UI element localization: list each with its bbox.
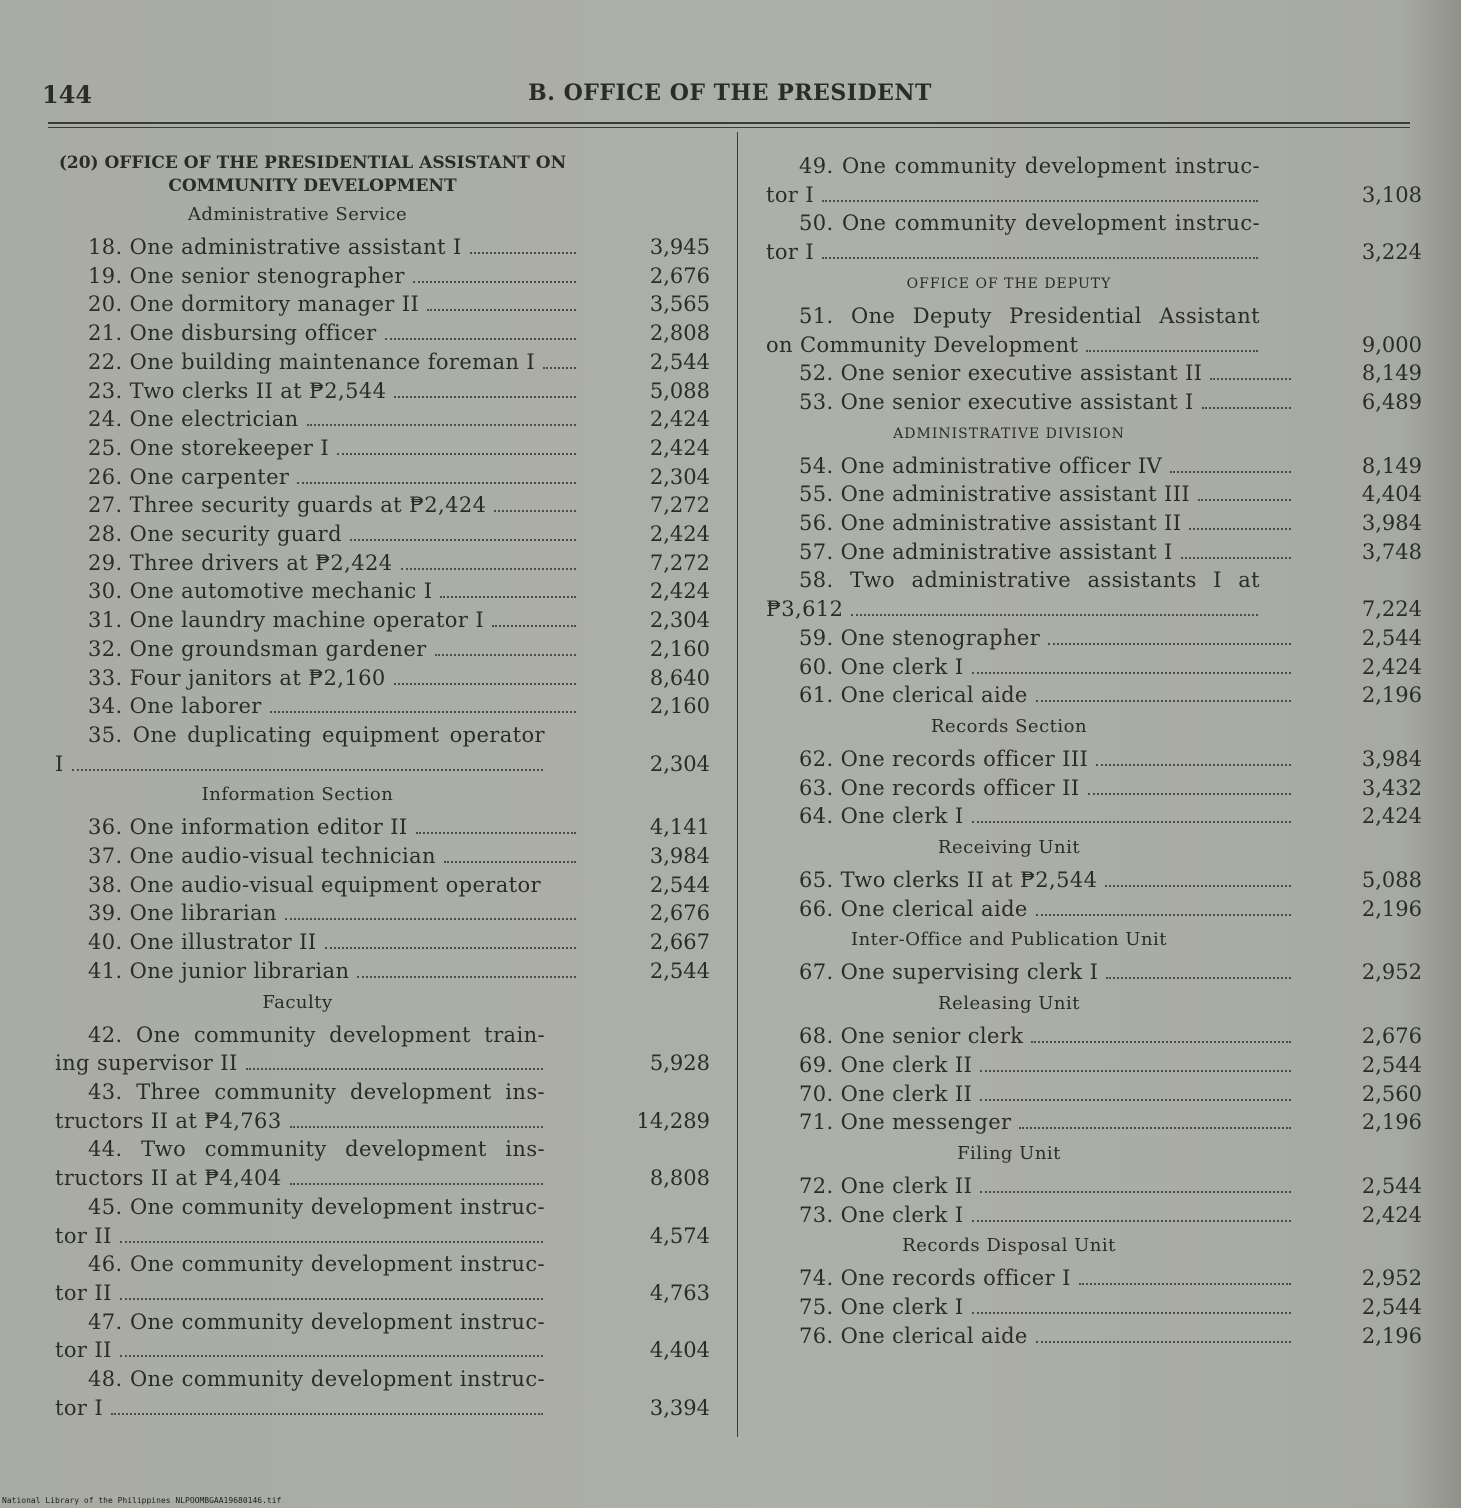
position-item (766, 802, 1422, 831)
salary-amount: 2,424 (649, 435, 710, 460)
position-text: 44. Two community development ins- (88, 1137, 545, 1162)
position-item (55, 577, 710, 606)
position-text: 41. One junior librarian (88, 958, 350, 983)
salary-amount: 2,304 (649, 751, 710, 776)
salary-amount: 3,224 (1361, 240, 1422, 265)
position-text: 62. One records officer III (799, 746, 1089, 771)
dot-leader (246, 1068, 543, 1070)
salary-amount: 2,676 (649, 901, 710, 926)
position-item (766, 538, 1422, 567)
salary-amount: 4,404 (1361, 482, 1422, 507)
salary-amount: 7,272 (649, 493, 710, 518)
dot-leader (401, 568, 576, 570)
salary-amount: 2,196 (1361, 683, 1422, 708)
section-title: Inter-Office and Publication Unit (850, 929, 1168, 951)
position-text: tor I (766, 240, 815, 265)
position-item (766, 302, 1422, 359)
dot-leader (413, 281, 576, 283)
position-text: 48. One community development instruc- (88, 1367, 545, 1392)
position-text: tor II (55, 1338, 112, 1363)
salary-amount: 2,424 (1361, 804, 1422, 829)
dot-leader (972, 821, 1291, 823)
position-item (55, 957, 710, 986)
section-title: OFFICE OF THE DEPUTY (906, 275, 1112, 292)
position-item (766, 209, 1422, 266)
salary-amount: 2,304 (649, 608, 710, 633)
position-text: 26. One carpenter (88, 464, 290, 489)
position-item (766, 1022, 1422, 1051)
position-item (766, 774, 1422, 803)
position-text: 42. One community development train- (88, 1022, 545, 1047)
salary-amount: 2,667 (649, 930, 710, 955)
dot-leader (1106, 977, 1291, 979)
dot-leader (1096, 764, 1291, 766)
dot-leader (270, 711, 576, 713)
position-item (55, 842, 710, 871)
position-text: 56. One administrative assistant II (799, 511, 1182, 536)
dot-leader (1019, 1127, 1291, 1129)
position-text: 60. One clerk I (799, 654, 964, 679)
salary-amount: 2,196 (1361, 1323, 1422, 1348)
dot-leader (1031, 1041, 1291, 1043)
position-text: 21. One disbursing officer (88, 321, 377, 346)
dot-leader (492, 625, 576, 627)
salary-amount: 3,394 (649, 1395, 710, 1420)
position-text: 32. One groundsman gardener (88, 636, 427, 661)
office-heading-line2: COMMUNITY DEVELOPMENT (168, 176, 457, 196)
dot-leader (385, 338, 576, 340)
dot-leader (1036, 700, 1291, 702)
salary-amount: 2,676 (649, 263, 710, 288)
position-item (766, 1108, 1422, 1137)
position-text: on Community Development (766, 332, 1079, 357)
dot-leader (1086, 350, 1258, 352)
position-text: 68. One senior clerk (799, 1024, 1024, 1049)
salary-amount: 8,149 (1361, 361, 1422, 386)
dot-leader (435, 654, 576, 656)
salary-amount: 2,544 (1361, 1052, 1422, 1077)
dot-leader (972, 672, 1291, 674)
salary-amount: 4,574 (649, 1223, 710, 1248)
dot-leader (1105, 885, 1291, 887)
position-text: 34. One laborer (88, 694, 262, 719)
section-title: Administrative Service (187, 204, 408, 225)
salary-amount: 4,141 (649, 815, 710, 840)
salary-amount: 2,196 (1361, 896, 1422, 921)
position-item (55, 491, 710, 520)
position-text: 18. One administrative assistant I (88, 235, 462, 259)
position-item (766, 1322, 1422, 1351)
position-item (55, 549, 710, 578)
position-item (55, 721, 710, 778)
position-item (55, 1193, 710, 1250)
position-text: 63. One records officer II (799, 775, 1080, 800)
dot-leader (1088, 793, 1291, 795)
dot-leader (1210, 378, 1291, 380)
dot-leader (111, 1413, 543, 1415)
dot-leader (444, 861, 576, 863)
salary-amount: 7,272 (649, 550, 710, 575)
section-title: Filing Unit (957, 1142, 1061, 1164)
dot-leader (120, 1298, 543, 1300)
section-title: ADMINISTRATIVE DIVISION (893, 425, 1125, 442)
position-text: 29. Three drivers at ₱2,424 (88, 550, 393, 575)
salary-amount: 8,149 (1361, 453, 1422, 478)
salary-amount: 5,088 (649, 378, 710, 403)
salary-amount: 2,424 (1361, 654, 1422, 679)
position-item (55, 1250, 710, 1307)
position-text: 64. One clerk I (799, 804, 964, 829)
position-text: 24. One electrician (88, 407, 299, 432)
position-item (766, 1201, 1422, 1230)
position-item (55, 348, 710, 377)
position-item (766, 566, 1422, 623)
position-item (766, 958, 1422, 987)
position-item (55, 262, 710, 291)
position-item (55, 319, 710, 348)
salary-amount: 5,088 (1361, 868, 1422, 893)
position-item (55, 434, 710, 463)
position-item (766, 1080, 1422, 1109)
salary-amount: 2,952 (1361, 960, 1422, 985)
salary-amount: 8,808 (649, 1166, 710, 1191)
position-item (766, 745, 1422, 774)
dot-leader (1079, 1283, 1291, 1285)
salary-amount: 2,808 (649, 321, 710, 346)
salary-amount: 2,544 (1361, 1295, 1422, 1320)
dot-leader (120, 1241, 543, 1243)
dot-leader (427, 309, 576, 311)
position-text: 46. One community development instruc- (88, 1252, 545, 1277)
salary-amount: 3,108 (1361, 182, 1422, 207)
position-text: 54. One administrative officer IV (799, 453, 1163, 478)
position-item (55, 606, 710, 635)
salary-amount: 2,544 (649, 872, 710, 897)
dot-leader (1202, 407, 1291, 409)
position-text: 22. One building maintenance foreman I (88, 349, 536, 374)
salary-amount: 2,424 (649, 579, 710, 604)
position-item (766, 359, 1422, 388)
salary-amount: 2,544 (649, 958, 710, 983)
position-text: 27. Three security guards at ₱2,424 (88, 493, 487, 518)
position-text: 43. Three community development ins- (88, 1079, 545, 1104)
running-head: B. OFFICE OF THE PRESIDENT (528, 80, 932, 106)
dot-leader (980, 1191, 1291, 1193)
right-column (766, 152, 1422, 1351)
position-text: 61. One clerical aide (799, 683, 1028, 708)
dot-leader (543, 367, 576, 369)
position-text: 23. Two clerks II at ₱2,544 (88, 378, 387, 403)
dot-leader (1170, 471, 1291, 473)
dot-leader (394, 396, 576, 398)
salary-amount: 2,304 (649, 464, 710, 489)
dot-leader (297, 482, 576, 484)
position-item (55, 1078, 710, 1135)
position-text: 70. One clerk II (799, 1081, 973, 1106)
position-item (766, 452, 1422, 481)
position-text: 52. One senior executive assistant II (799, 361, 1203, 386)
dot-leader (851, 614, 1258, 616)
salary-amount: 3,748 (1361, 539, 1422, 564)
salary-amount: 4,404 (649, 1338, 710, 1363)
dot-leader (290, 1126, 543, 1128)
dot-leader (440, 596, 576, 598)
section-title: Receiving Unit (937, 837, 1081, 859)
position-text: 58. Two administrative assistants I at (799, 568, 1260, 593)
position-text: 76. One clerical aide (799, 1323, 1028, 1348)
position-text: tor I (55, 1395, 104, 1420)
position-text: 49. One community development instruc- (799, 154, 1260, 178)
position-text: 65. Two clerks II at ₱2,544 (799, 868, 1098, 893)
position-text: 33. Four janitors at ₱2,160 (88, 665, 386, 690)
salary-amount: 2,160 (649, 694, 710, 719)
position-text: tructors II at ₱4,404 (55, 1166, 282, 1191)
position-item (55, 813, 710, 842)
position-text: 69. One clerk II (799, 1052, 973, 1077)
page-number: 144 (42, 80, 93, 109)
position-text: 53. One senior executive assistant I (799, 389, 1194, 414)
position-item (55, 463, 710, 492)
salary-amount: 2,544 (1361, 625, 1422, 650)
position-item (766, 480, 1422, 509)
position-item (766, 152, 1422, 209)
position-item (55, 871, 710, 900)
position-item (766, 681, 1422, 710)
position-text: tor I (766, 182, 815, 207)
section-title: Records Disposal Unit (902, 1235, 1116, 1257)
position-item (766, 866, 1422, 895)
salary-amount: 2,676 (1361, 1024, 1422, 1049)
position-item (766, 624, 1422, 653)
position-text: 50. One community development instruc- (799, 211, 1260, 236)
salary-amount: 4,763 (649, 1280, 710, 1305)
dot-leader (394, 683, 576, 685)
position-item (55, 405, 710, 434)
position-text: tor II (55, 1280, 112, 1305)
salary-amount: 6,489 (1361, 389, 1422, 414)
position-item (766, 895, 1422, 924)
position-text: 57. One administrative assistant I (799, 539, 1173, 564)
salary-amount: 2,424 (649, 522, 710, 547)
position-text: 71. One messenger (799, 1110, 1012, 1135)
position-item (766, 388, 1422, 417)
position-item (55, 290, 710, 319)
position-text: 39. One librarian (88, 901, 277, 926)
salary-amount: 2,424 (649, 407, 710, 432)
position-text: tructors II at ₱4,763 (55, 1108, 282, 1133)
salary-amount: 2,196 (1361, 1110, 1422, 1135)
position-item (55, 520, 710, 549)
position-text: ₱3,612 (766, 597, 844, 622)
position-item (55, 692, 710, 721)
dot-leader (972, 1312, 1291, 1314)
position-text: 55. One administrative assistant III (799, 482, 1191, 507)
position-text: 72. One clerk II (799, 1173, 973, 1198)
position-item (55, 377, 710, 406)
dot-leader (494, 510, 576, 512)
position-text: ing supervisor II (55, 1051, 238, 1076)
position-text: 19. One senior stenographer (88, 263, 405, 288)
salary-amount: 7,224 (1361, 597, 1422, 622)
position-item (766, 1293, 1422, 1322)
salary-amount: 3,984 (649, 844, 710, 869)
position-text: 73. One clerk I (799, 1202, 964, 1227)
salary-amount: 5,928 (649, 1051, 710, 1076)
dot-leader (290, 1183, 543, 1185)
section-title: Records Section (930, 715, 1088, 737)
position-item (55, 635, 710, 664)
dot-leader (822, 257, 1258, 259)
salary-amount: 3,984 (1361, 746, 1422, 771)
position-item (55, 1021, 710, 1078)
position-item (55, 664, 710, 693)
position-item (55, 899, 710, 928)
section-title: Releasing Unit (938, 993, 1080, 1015)
column-divider (737, 132, 738, 1437)
dot-leader (1036, 1341, 1291, 1343)
salary-amount: 2,160 (649, 636, 710, 661)
position-text: 51. One Deputy Presidential Assistant (799, 303, 1260, 328)
position-text: 40. One illustrator II (88, 930, 317, 955)
position-text: 36. One information editor II (88, 815, 408, 840)
position-item (55, 1308, 710, 1365)
salary-amount: 2,544 (649, 349, 710, 374)
dot-leader (357, 976, 576, 978)
dot-leader (1048, 643, 1291, 645)
position-text: 38. One audio-visual equipment operator (88, 872, 541, 897)
position-text: 35. One duplicating equipment operator (88, 722, 545, 747)
salary-amount: 9,000 (1361, 332, 1422, 357)
position-text: 47. One community development instruc- (88, 1309, 545, 1334)
position-text: 28. One security guard (88, 522, 342, 547)
dot-leader (972, 1220, 1291, 1222)
position-item (55, 1365, 710, 1422)
position-item (766, 509, 1422, 538)
position-item (766, 1172, 1422, 1201)
position-text: I (55, 751, 64, 776)
dot-leader (307, 424, 576, 426)
office-heading (55, 152, 710, 198)
scan-caption: National Library of the Philippines NLPOOMBGAA19680146.tif (2, 1496, 282, 1505)
dot-leader (980, 1070, 1291, 1072)
salary-amount: 14,289 (636, 1108, 710, 1133)
position-text: 30. One automotive mechanic I (88, 579, 433, 604)
salary-amount: 2,952 (1361, 1266, 1422, 1291)
header-rule (48, 122, 1410, 124)
section-title: Faculty (262, 991, 333, 1013)
dot-leader (1181, 557, 1291, 559)
position-text: 45. One community development instruc- (88, 1194, 545, 1219)
position-text: 66. One clerical aide (799, 896, 1028, 921)
position-text: tor II (55, 1223, 112, 1248)
dot-leader (120, 1355, 543, 1357)
dot-leader (1036, 914, 1291, 916)
position-item (766, 1051, 1422, 1080)
dot-leader (1198, 499, 1291, 501)
dot-leader (470, 252, 576, 254)
position-text: 25. One storekeeper I (88, 435, 330, 460)
salary-amount: 8,640 (649, 665, 710, 690)
left-column (55, 152, 710, 1422)
dot-leader (1189, 528, 1291, 530)
position-item (55, 233, 710, 262)
office-heading-line1: (20) OFFICE OF THE PRESIDENTIAL ASSISTANT ON (58, 153, 567, 173)
dot-leader (72, 769, 543, 771)
position-item (766, 1264, 1422, 1293)
dot-leader (325, 947, 576, 949)
salary-amount: 3,565 (649, 292, 710, 317)
salary-amount: 2,424 (1361, 1202, 1422, 1227)
salary-amount: 2,544 (1361, 1173, 1422, 1198)
header-rule-thin (48, 127, 1410, 128)
position-item (55, 928, 710, 957)
position-text: 20. One dormitory manager II (88, 292, 420, 317)
position-text: 67. One supervising clerk I (799, 960, 1099, 985)
dot-leader (416, 832, 576, 834)
dot-leader (285, 918, 576, 920)
salary-amount: 3,945 (649, 235, 710, 259)
dot-leader (350, 539, 576, 541)
position-item (766, 653, 1422, 682)
position-item (55, 1135, 710, 1192)
dot-leader (337, 453, 576, 455)
salary-amount: 3,432 (1361, 775, 1422, 800)
salary-amount: 2,560 (1361, 1081, 1422, 1106)
salary-amount: 3,984 (1361, 511, 1422, 536)
position-text: 74. One records officer I (799, 1266, 1071, 1291)
position-text: 37. One audio-visual technician (88, 844, 436, 869)
dot-leader (822, 200, 1258, 202)
position-text: 75. One clerk I (799, 1295, 964, 1320)
position-text: 31. One laundry machine operator I (88, 608, 485, 633)
position-text: 59. One stenographer (799, 625, 1041, 650)
dot-leader (980, 1099, 1291, 1101)
section-title: Information Section (201, 784, 394, 806)
